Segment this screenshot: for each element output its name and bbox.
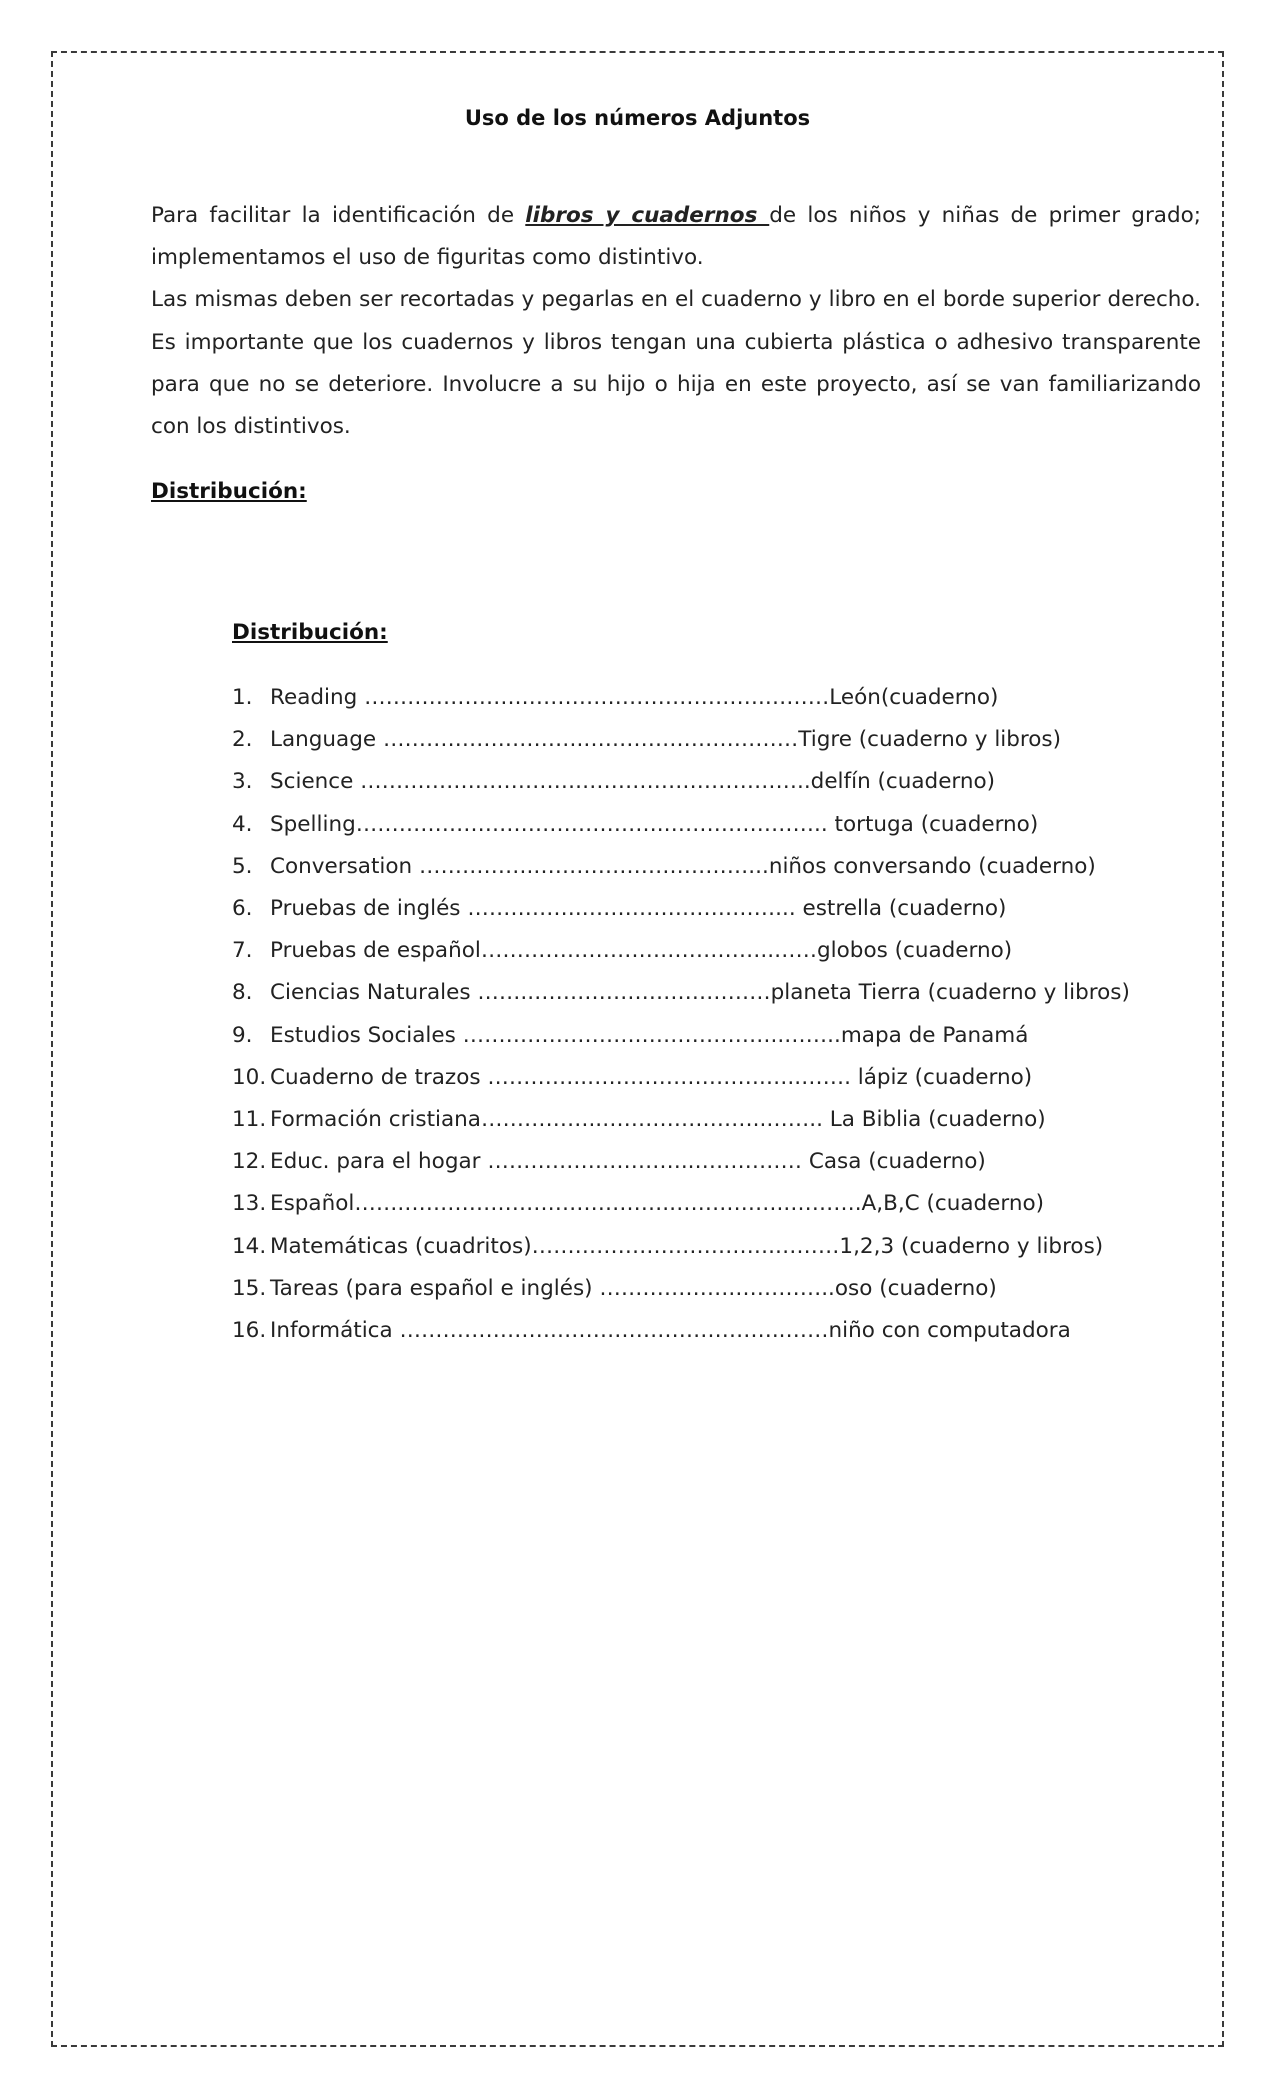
list-item-text: Reading ………………….…………………………….………León(cuaderno) <box>270 685 999 710</box>
list-item-text: Matemáticas (cuadritos)…………………………….………1,2,3 (cuaderno y libros) <box>270 1233 1104 1259</box>
list-item-number: 4. <box>232 811 253 837</box>
distribution-list <box>232 677 1192 1352</box>
distribution-heading-1: Distribución: <box>151 479 307 504</box>
list-item-number: 13. <box>232 1191 267 1217</box>
list-item-number: 5. <box>232 853 253 879</box>
list-item-text: Pruebas de español…………………………………..……globos (cuaderno) <box>270 938 1013 964</box>
list-item-text: Language ……………………….…………………………Tigre (cuaderno y libros) <box>270 727 1062 753</box>
list-item-number: 7. <box>232 938 253 964</box>
list-item-number: 11. <box>232 1107 267 1133</box>
list-item-text: Ciencias Naturales ……..……………………………planeta Tierra (cuaderno y libros) <box>270 980 1130 1006</box>
list-item <box>232 1268 1192 1310</box>
list-item-number: 1. <box>232 685 253 710</box>
list-item <box>232 804 1192 846</box>
list-item-number: 15. <box>232 1275 267 1301</box>
list-item <box>232 846 1192 888</box>
list-item-text: Cuaderno de trazos …………..…………………….…..……. lápiz (cuaderno) <box>270 1064 1033 1090</box>
list-item <box>232 719 1192 761</box>
list-item-text: Español…….……………………………….……………..……….A,B,C (cuaderno) <box>270 1191 1045 1217</box>
list-item <box>232 677 1192 719</box>
list-item-text: Spelling…………………………………….………………….. tortuga (cuaderno) <box>270 811 1039 837</box>
list-item <box>232 1183 1192 1225</box>
list-item-number: 8. <box>232 980 253 1006</box>
list-item-number: 6. <box>232 896 253 922</box>
list-item-number: 14. <box>232 1233 267 1259</box>
list-item <box>232 1141 1192 1183</box>
intro-p1-after: de los niños y niñas de primer grado; implementamos el uso de figuritas como distintivo. <box>151 203 1202 271</box>
list-item-text: Educ. para el hogar ………………………..…………… Casa (cuaderno) <box>270 1149 986 1175</box>
list-item <box>232 1226 1192 1268</box>
list-item <box>232 930 1192 972</box>
list-item-text: Formación cristiana……………..…………………..…….. La Biblia (cuaderno) <box>270 1107 1046 1133</box>
list-item <box>232 1057 1192 1099</box>
list-item <box>232 888 1192 930</box>
intro-paragraph-1 <box>151 195 1201 279</box>
list-item <box>232 1099 1192 1141</box>
list-item-number: 2. <box>232 727 253 753</box>
list-item-number: 3. <box>232 769 253 795</box>
intro-text <box>151 195 1201 448</box>
list-item-text: Conversation …………….…………………………...niños conversando (cuaderno) <box>270 853 1096 879</box>
list-item-number: 9. <box>232 1022 253 1048</box>
distribution-heading-2: Distribución: <box>232 620 388 645</box>
list-item-text: Science ………………………….…………………………..delfín (cuaderno) <box>270 769 996 795</box>
list-item <box>232 972 1192 1014</box>
list-item <box>232 761 1192 803</box>
list-item-text: Estudios Sociales …………………….………………..……..mapa de Panamá <box>270 1022 1029 1048</box>
list-item-text: Tareas (para español e inglés) ……………….…………..oso (cuaderno) <box>270 1275 997 1301</box>
intro-paragraph-2: Las mismas deben ser recortadas y pegarlas en el cuaderno y libro en el borde superior derecho. Es importante que los cuadernos y libros tengan una cubierta plástica o adhesivo transparente para que no se deteriore. Involucre a su hijo o hija en este proyecto, así se van familiarizando con los distintivos. <box>151 287 1201 440</box>
list-item-number: 12. <box>232 1149 267 1175</box>
intro-p1-emphasis: libros y cuadernos <box>525 203 770 228</box>
list-item <box>232 1310 1192 1352</box>
list-item <box>232 1015 1192 1057</box>
list-item-text: Informática ………………….…………………………..……niño con computadora <box>270 1318 1071 1344</box>
intro-p1-before: Para facilitar la identificación de <box>151 203 526 228</box>
list-item-number: 10. <box>232 1064 267 1090</box>
list-item-number: 16. <box>232 1318 267 1344</box>
page-title: Uso de los números Adjuntos <box>464 106 811 130</box>
list-item-text: Pruebas de inglés …………….………………………... estrella (cuaderno) <box>270 896 1007 922</box>
